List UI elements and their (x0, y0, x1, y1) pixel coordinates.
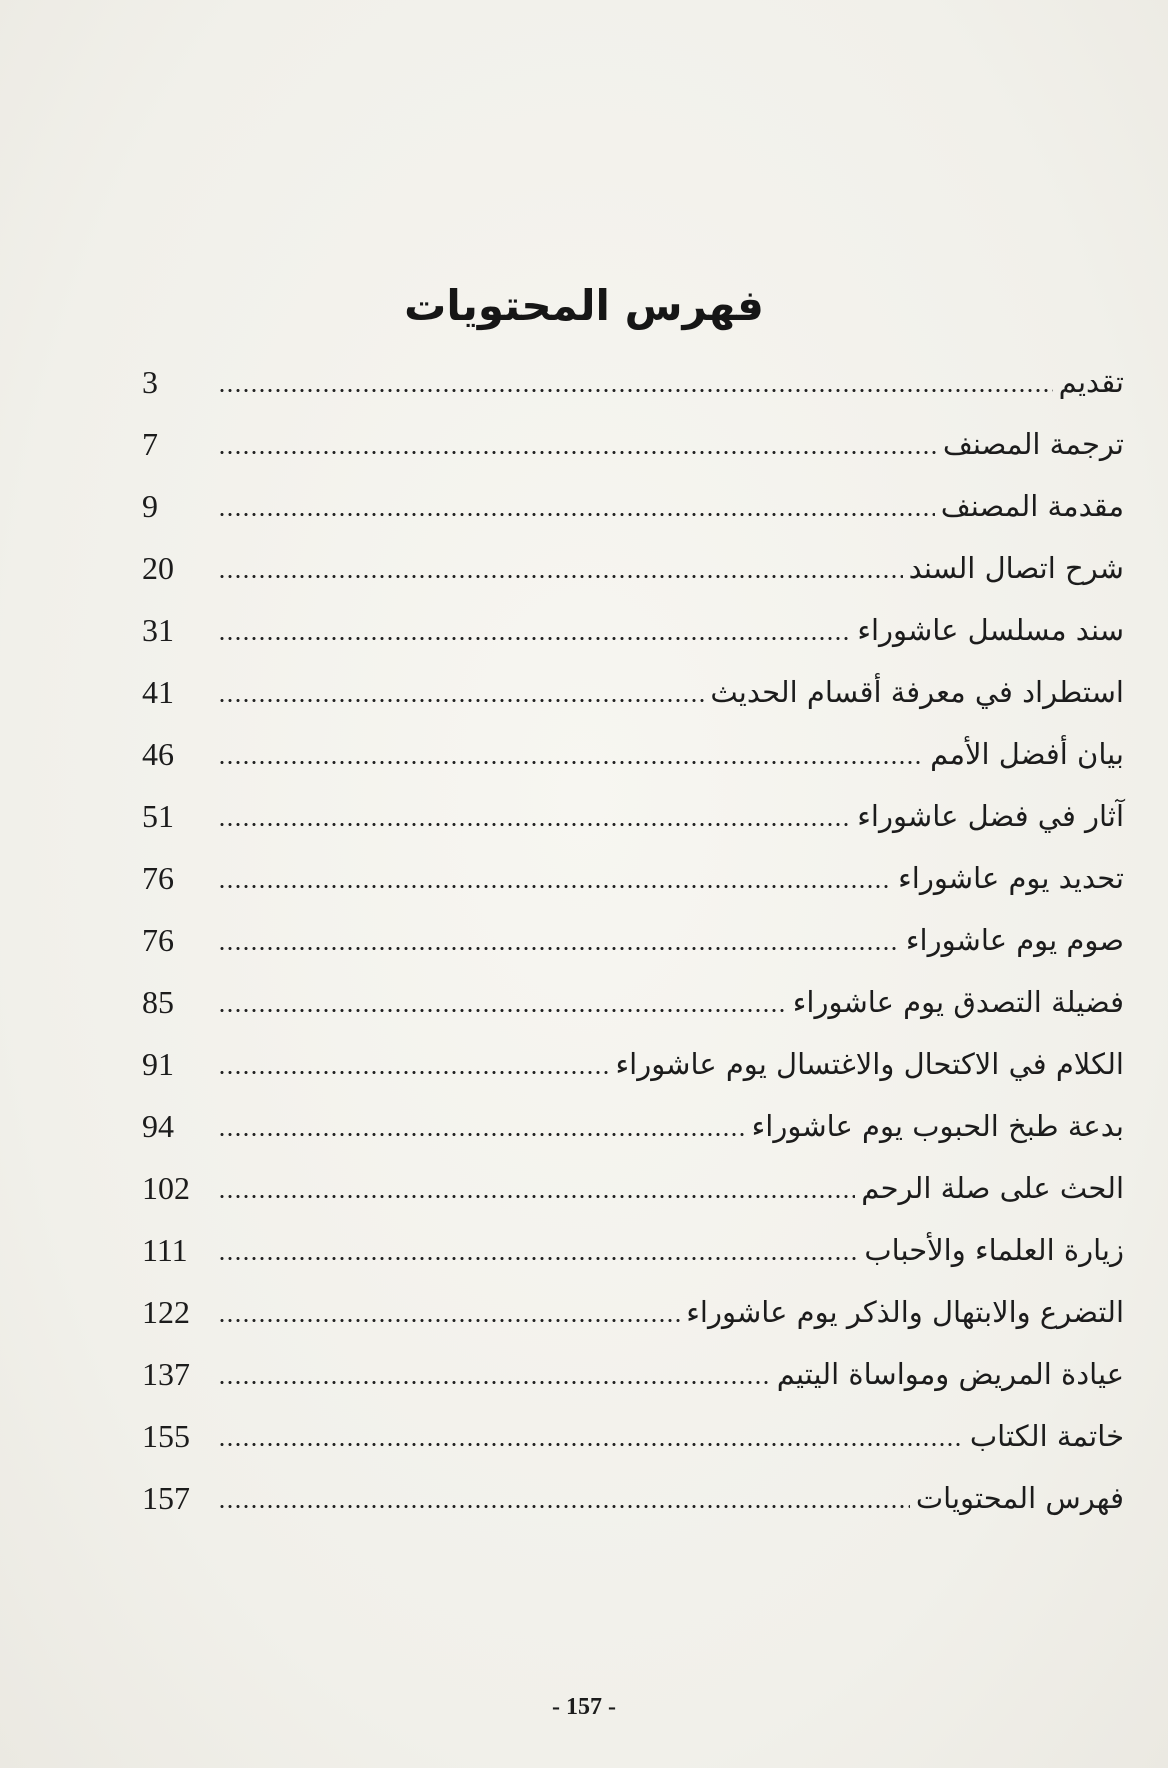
dot-leader (218, 513, 935, 516)
page-number-footer: - 157 - (552, 1694, 616, 1720)
toc-entry-title: فهرس المحتويات (915, 1481, 1124, 1515)
toc-entry-title: سند مسلسل عاشوراء (857, 613, 1124, 647)
toc-entry-title: تحديد يوم عاشوراء (898, 861, 1124, 895)
toc-entry (142, 900, 1124, 962)
toc-entry-page: 76 (142, 860, 174, 896)
toc-entry (142, 528, 1124, 590)
toc-entry-title: صوم يوم عاشوراء (905, 923, 1124, 957)
toc-entry (142, 714, 1124, 776)
toc-entry-title: آثار في فضل عاشوراء (857, 799, 1124, 833)
dot-leader (218, 1257, 858, 1260)
toc-entry-page: 137 (142, 1356, 190, 1392)
dot-leader (218, 575, 903, 578)
dot-leader (218, 451, 937, 454)
toc-entry (142, 838, 1124, 900)
dot-leader (218, 1071, 610, 1074)
toc-entry-title: الحث على صلة الرحم (861, 1171, 1124, 1205)
toc-entry-page: 94 (142, 1108, 174, 1144)
toc-entry-page: 157 (142, 1480, 190, 1516)
dot-leader (218, 699, 704, 702)
toc-entry-title: عيادة المريض ومواساة اليتيم (776, 1357, 1124, 1391)
toc-entry (142, 342, 1124, 404)
toc-entry (142, 652, 1124, 714)
dot-leader (218, 885, 892, 888)
dot-leader (218, 823, 851, 826)
toc-entry-page: 85 (142, 984, 174, 1020)
toc-entry-page: 46 (142, 736, 174, 772)
toc-entry (142, 466, 1124, 528)
toc-entry-title: التضرع والابتهال والذكر يوم عاشوراء (686, 1295, 1124, 1329)
toc-entry-title: خاتمة الكتاب (969, 1419, 1124, 1453)
toc-entry-title: الكلام في الاكتحال والاغتسال يوم عاشوراء (615, 1047, 1124, 1081)
toc-entry (142, 1148, 1124, 1210)
toc-entry-page: 91 (142, 1046, 174, 1082)
toc-entry-page: 122 (142, 1294, 190, 1330)
toc-entry (142, 776, 1124, 838)
toc-entry-title: تقديم (1058, 365, 1124, 399)
toc-entry (142, 1396, 1124, 1458)
toc-entry (142, 404, 1124, 466)
dot-leader (218, 637, 851, 640)
dot-leader (218, 1195, 855, 1198)
toc-entry-page: 102 (142, 1170, 190, 1206)
toc-entry (142, 1086, 1124, 1148)
toc-entry (142, 1024, 1124, 1086)
dot-leader (218, 1319, 680, 1322)
dot-leader (218, 947, 900, 950)
toc-entry-title: مقدمة المصنف (940, 489, 1124, 523)
toc-entry-page: 7 (142, 426, 158, 462)
toc-entry-page: 31 (142, 612, 174, 648)
toc-entry-title: ترجمة المصنف (942, 427, 1124, 461)
dot-leader (218, 1009, 787, 1012)
toc-entry-title: زيارة العلماء والأحباب (864, 1233, 1124, 1267)
toc-entry (142, 1210, 1124, 1272)
toc-entry-page: 3 (142, 364, 158, 400)
toc-entry-title: بيان أفضل الأمم (930, 737, 1124, 771)
toc-entry-page: 51 (142, 798, 174, 834)
toc-entry (142, 1272, 1124, 1334)
table-of-contents (142, 342, 1124, 1520)
toc-entry (142, 1334, 1124, 1396)
dot-leader (218, 1443, 964, 1446)
toc-entry-page: 76 (142, 922, 174, 958)
dot-leader (218, 1505, 910, 1508)
toc-entry (142, 962, 1124, 1024)
toc-entry-title: بدعة طبخ الحبوب يوم عاشوراء (751, 1109, 1124, 1143)
dot-leader (218, 1381, 771, 1384)
toc-entry-page: 155 (142, 1418, 190, 1454)
page-title: فهرس المحتويات (404, 281, 764, 330)
toc-entry (142, 590, 1124, 652)
toc-entry-page: 41 (142, 674, 174, 710)
dot-leader (218, 1133, 746, 1136)
toc-entry-title: استطراد في معرفة أقسام الحديث (710, 675, 1124, 709)
toc-entry-page: 9 (142, 488, 158, 524)
toc-entry-page: 20 (142, 550, 174, 586)
dot-leader (218, 761, 924, 764)
toc-entry-title: شرح اتصال السند (908, 551, 1124, 585)
dot-leader (218, 389, 1053, 392)
toc-entry-title: فضيلة التصدق يوم عاشوراء (792, 985, 1124, 1019)
toc-entry-page: 111 (142, 1232, 188, 1268)
toc-entry (142, 1458, 1124, 1520)
